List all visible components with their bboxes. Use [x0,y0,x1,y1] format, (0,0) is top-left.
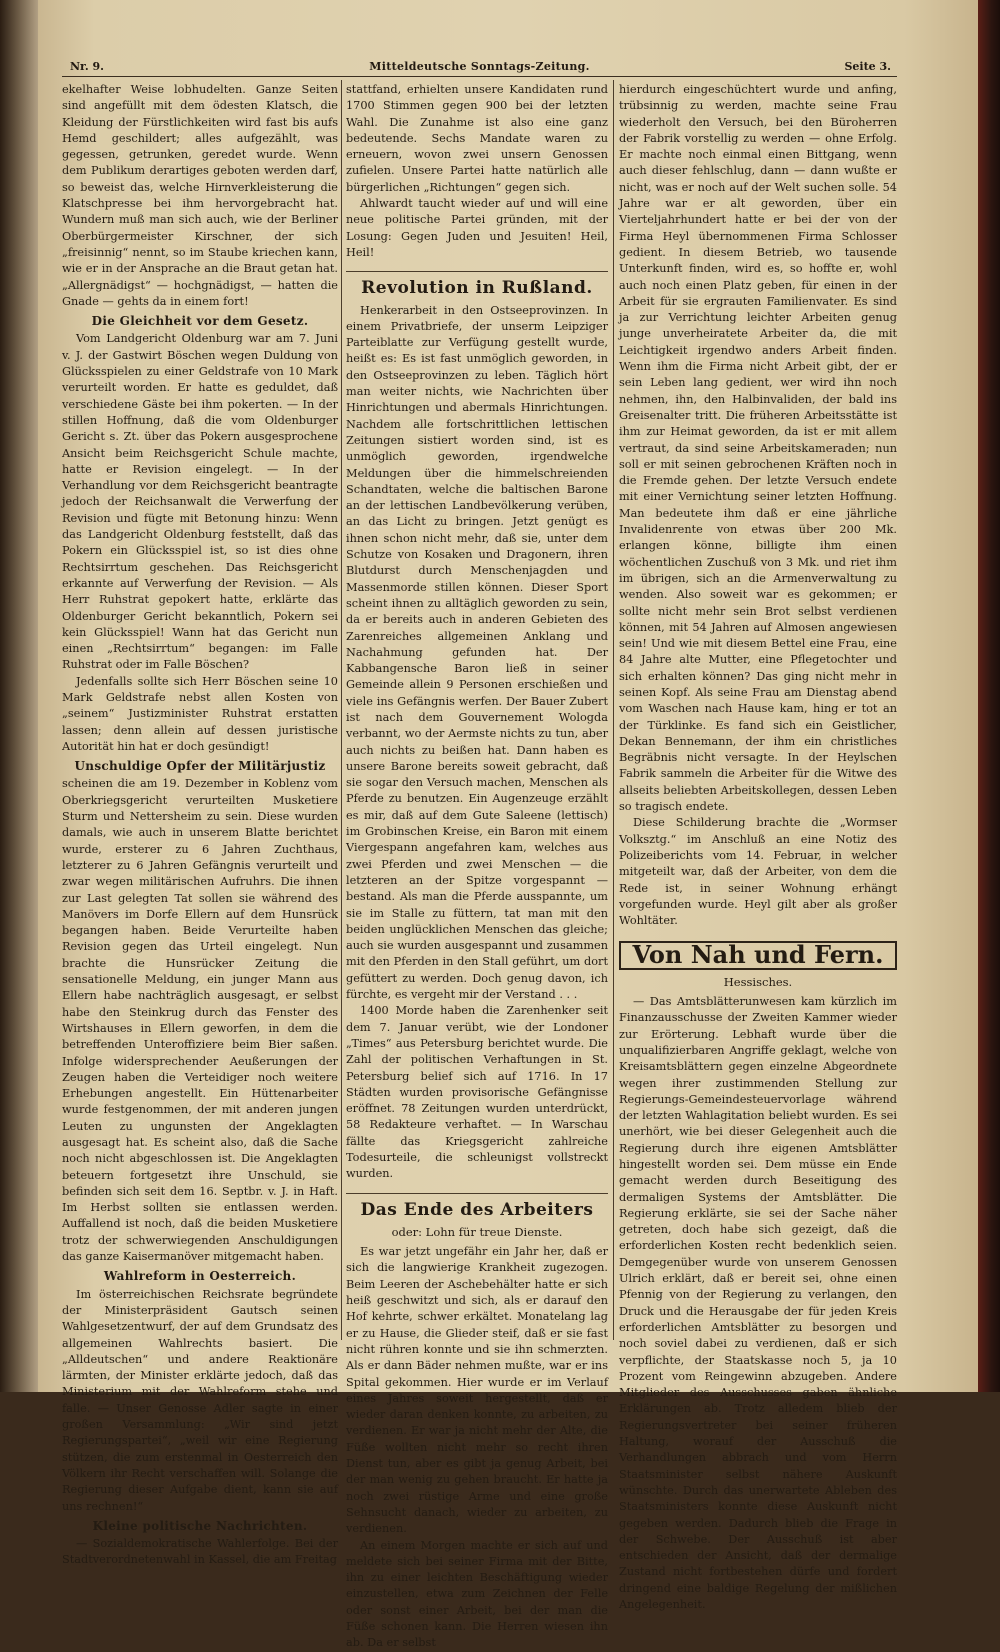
article-paragraph: ekelhafter Weise lobhudelten. Ganze Seiten sind angefüllt mit dem ödesten Klatsch, die Kleidung der Fürstlichkeiten wird fast bis aufs Hemd geschildert; alles aufgezählt, was gegessen, getrunken, geredet wurde. Wenn dem Publikum derartiges geboten werden darf, so beweist das, welche Hirnverkleisterung die Klatschpresse bei ihm hervorgebracht hat. Wundern muß man sich auch, wie der Berliner Oberbürgermeister Kirschner, der sich „freisinnig“ nennt, so im Staube kriechen kann, wie er in der Ansprache an die Braut getan hat. „Allergnädigst“ — hochgnädigst, — hatten die Gnade — gehts da in einem fort! [62,83,338,308]
book-binding [978,0,1000,1392]
column-rule [341,80,342,1340]
column-3 [619,82,897,1613]
page-header [62,58,897,77]
article-paragraph: Es war jetzt ungefähr ein Jahr her, daß er sich die langwierige Krankheit zugezogen. Beim Leeren der Aschebehälter hatte er sich heiß geschwitzt und sich, als er darauf den Hof kehrte, schwer erkältet. Monatelang lag er zu Hause, die Glieder steif, daß er sie fast nicht rühren konnte und sie ihn schmerzten. Als er dann Bäder nehmen mußte, war er ins Spital gekommen. Hier wurde er im Verlauf eines Jahres soweit hergestellt, daß er wieder daran denken konnte, zu arbeiten, zu verdienen. Er war ja nicht mehr der Alte, die Füße wollten nicht mehr so recht ihren Dienst tun, aber es gibt ja genug Arbeit, bei der man wenig zu gehen braucht. Er hatte ja noch zwei rüstige Arme und eine große Sehnsucht danach, wieder zu arbeiten, zu verdienen. [346,1245,608,1536]
issue-number: Nr. 9. [70,60,104,73]
article-paragraph: Vom Landgericht Oldenburg war am 7. Juni v. J. der Gastwirt Böschen wegen Duldung von Glücksspielen zu einer Geldstrafe von 10 Mark verurteilt worden. Er hatte es geduldet, daß verschiedene Gäste bei ihm pokerten. — In der stillen Hoffnung, daß die vom Oldenburger Gericht s. Zt. über das Pokern ausgesprochene Ansicht beim Reichsgericht Schule machte, hatte er Revision eingelegt. — In der Verhandlung vor dem Reichsgericht beantragte jedoch der Reichsanwalt die Verwerfung der Revision und fügte mit Betonung hinzu: Wenn das Landgericht Oldenburg feststellt, daß das Pokern ein Glücksspiel ist, so ist dies ohne Rechtsirrtum geschehen. Das Reichsgericht erkannte auf Verwerfung der Revision. — Als Herr Ruhstrat gepokert hatte, erklärte das Oldenburger Gericht bekanntlich, Pokern sei kein Glücksspiel! Wann hat das Gericht nun einen „Rechtsirrtum“ begangen: im Falle Ruhstrat oder im Falle Böschen? [62,332,338,672]
article-paragraph: 1400 Morde haben die Zarenhenker seit dem 7. Januar verübt, wie der Londoner „Times“ aus Petersburg berichtet wurde. Die Zahl der politischen Verhaftungen in St. Petersburg belief sich auf 1716. In 17 Städten wurden provisorische Gefängnisse eröffnet. 78 Zeitungen wurden unterdrückt, 58 Redakteure verhaftet. — In Warschau fällte das Kriegsgericht zahlreiche Todesurteile, die schleunigst vollstreckt wurden. [346,1004,608,1181]
article-heading: Die Gleichheit vor dem Gesetz. [91,314,309,329]
article-paragraph: stattfand, erhielten unsere Kandidaten rund 1700 Stimmen gegen 900 bei der letzten Wahl. Die Zunahme ist also eine ganz bedeutende. Sechs Mandate waren zu erneuern, wovon zwei unsern Genossen zufielen. Unsere Partei hatte natürlich alle bürgerlichen „Richtungen“ gegen sich. [346,83,608,194]
previous-page-edge [0,0,40,1392]
article-paragraph: Diese Schilderung brachte die „Wormser Volksztg.“ im Anschluß an eine Notiz des Polizeiberichts vom 14. Februar, in welcher mitgeteilt war, daß der Arbeiter, von dem die Rede ist, in seiner Wohnung erhängt vorgefunden wurde. Heyl gilt aber als großer Wohltäter. [619,816,897,928]
article-paragraph: Henkerarbeit in den Ostseeprovinzen. In einem Privatbriefe, der unserm Leipziger Parteiblatte zur Verfügung gestellt wurde, heißt es: Es ist fast unmöglich geworden, in den Ostseeprovinzen zu leben. Täglich hört man weiter nichts, wie Nachrichten über Hinrichtungen und abermals Hinrichtungen. Nachdem alle fortschrittlichen lettischen Zeitungen sistiert worden sind, ist es unmöglich geworden, irgendwelche Meldungen über die himmelschreienden Schandtaten, welche die baltischen Barone an der lettischen Landbevölkerung verüben, an das Licht zu bringen. Jetzt genügt es ihnen schon nicht mehr, daß sie, unter dem Schutze von Kosaken und Dragonern, ihren Blutdurst durch Menschenjagden und Massenmorde stillen können. Dieser Sport scheint ihnen zu alltäglich geworden zu sein, da er bereits auch in anderen Gebieten des Zarenreiches allgemeinen Anklang und Nachahmung gefunden hat. Der Kabbangensche Baron ließ in seiner Gemeinde allein 9 Personen erschießen und viele ins Gefängnis werfen. Der Bauer Zubert ist nach dem Gouvernement Wologda verbannt, wo der Aermste nichts zu tun, aber auch nichts zu beißen hat. Dann haben es unsere Barone bereits soweit gebracht, daß sie sogar den Versuch machen, Menschen als Pferde zu benutzen. Ein Augenzeuge erzählt es mir, daß auf dem Gute Saleene (lettisch) im Grobinschen Kreise, ein Baron mit einem Viergespann angefahren kam, welches aus zwei Pferden und zwei Menschen — die letzteren an der Spitze vorgespannt — bestand. Als man die Pferde ausspannte, um sie im Stalle zu füttern, tat man mit den beiden unglücklichen Menschen das gleiche; auch sie wurden ausgespannt und zusammen mit den Pferden in den Stall geführt, um dort gefüttert zu werden. Doch genug davon, ich fürchte, es vergeht mir der Verstand . . . [346,303,608,1002]
article-paragraph: Im österreichischen Reichsrate begründete der Ministerpräsident Gautsch seinen Wahlgesetzentwurf, der auf dem Grundsatz des allgemeinen Wahlrechts basiert. Die „Alldeutschen“ und andere Reaktionäre lärmten, der Minister erklärte jedoch, daß das Ministerium mit der Wahlreform stehe und falle. — Unser Genosse Adler sagte in einer großen Versammlung: „Wir sind jetzt Regierungspartei“, „weil wir eine Regierung stützen, die zum erstenmal in Oesterreich den Völkern ihr Recht verschaffen will. Solange die Regierung dieser Aufgabe dient, kann sie auf uns rechnen!“ [62,1287,338,1513]
article-paragraph: — Sozialdemokratische Wahlerfolge. Bei der Stadtverordnetenwahl in Kassel, die am Freitag [62,1537,338,1567]
newspaper-title: Mitteldeutsche Sonntags-Zeitung. [369,60,590,73]
column-1 [62,82,338,1569]
article-paragraph: Jedenfalls sollte sich Herr Böschen seine 10 Mark Geldstrafe nebst allen Kosten von „seinem“ Justizminister Ruhstrat erstatten lassen; denn allein auf dessen juristische Autorität hin hat er doch gesündigt! [62,674,338,753]
article-heading: Revolution in Rußland. [346,271,608,296]
article-heading: Von Nah und Fern. [619,941,897,969]
page-number: Seite 3. [844,60,891,73]
article-paragraph: hierdurch eingeschüchtert wurde und anfing, trübsinnig zu werden, machte seine Frau wiederholt den Versuch, bei den Büroherren der Fabrik vorstellig zu werden — ohne Erfolg. Er machte noch einmal einen Bittgang, wenn auch dieser fehlschlug, dann — dann wußte er nicht, was er noch auf der Welt suchen solle. 54 Jahre war er alt geworden, über ein Vierteljahrhundert hatte er bei der von der Firma Heyl übernommenen Firma Schlosser gedient. In diesem Betrieb, wo tausende Unterkunft finden, wird es, so hoffte er, wohl auch noch einen Platz geben, für einen in der Arbeit für sie ergrauten Familienvater. Es sind ja zur Verrichtung leichter Arbeiten genug junge unverheiratete Arbeiter da, die mit Leichtigkeit irgendwo anders Arbeit finden. Wenn ihm die Firma nicht Arbeit gibt, der er sein Leben lang gedient, wer wird ihn noch nehmen, ihn, den Halbinvaliden, der bald ins Greisenalter tritt. Die früheren Arbeitsstätte ist ihm zur Heimat geworden, da ist er mit allem vertraut, da sind seine Arbeitskameraden; nun soll er mit seinen gebrochenen Kräften noch in die Fremde gehen. Der letzte Versuch endete mit einer Vernichtung seiner letzten Hoffnung. Man bedeutete ihm daß er eine jährliche Invalidenrente von etwas über 200 Mk. erlangen könne, billigte ihm einen wöchentlichen Zuschuß von 3 Mk. und riet ihm im übrigen, sich an die Armenverwaltung zu wenden. Also soweit war es gekommen; er sollte nicht mehr sein Brot selbst verdienen können, mit 54 Jahren auf Almosen angewiesen sein! Und wie mit diesem Bettel eine Frau, eine 84 Jahre alte Mutter, eine Pflegetochter und sich erhalten können? Das ging nicht mehr in seinen Kopf. Als seine Frau am Dienstag abend vom Waschen nach Hause kam, hing er tot an der Türklinke. Es fand sich ein Geistlicher, Dekan Bennemann, der ihm ein christliches Begräbnis nicht versagte. In der Heylschen Fabrik sammeln die Arbeiter für die Witwe des allseits beliebten Arbeitskollegen, dessen Leben so tragisch endete. [619,83,897,814]
article-heading: Unschuldige Opfer der Militärjustiz [74,759,326,774]
article-subtitle: Hessisches. [723,974,793,989]
article-paragraph: Ahlwardt taucht wieder auf und will eine neue politische Partei gründen, mit der Losung: Gegen Juden und Jesuiten! Heil, Heil! [346,197,608,259]
article-heading: Kleine politische Nachrichten. [92,1518,308,1533]
column-rule [613,80,614,1340]
article-heading: Wahlreform in Oesterreich. [103,1269,297,1284]
article-heading: Das Ende des Arbeiters [346,1193,608,1218]
article-paragraph: An einem Morgen machte er sich auf und meldete sich bei seiner Firma mit der Bitte, ihn zu einer leichten Beschäftigung wieder einzustellen, etwa zum Zeichnen der Felle oder sonst einer Arbeit, bei der man die Füße schonen kann. Die Herren wiesen ihn ab. Da er selbst [346,1538,608,1650]
article-paragraph: — Das Amtsblätterunwesen kam kürzlich im Finanzausschusse der Zweiten Kammer wieder zur Erörterung. Lebhaft wurde über die unqualifizierbaren Angriffe geklagt, welche von Kreisamtsblättern gegen einzelne Abgeordnete wegen ihrer zustimmenden Stellung zur Regierungs-Gemeindesteuervorlage während der letzten Wahlagitation beliebt wurden. Es sei unerhört, wie bei dieser Gelegenheit auch die Regierung durch ihre eigenen Amtsblätter hingestellt worden sei. Dem müsse ein Ende gemacht werden durch Beseitigung des dermaligen Systems der Amtsblätter. Die Regierung erklärte, sie sei der Sache näher getreten, doch habe sich gezeigt, daß die erforderlichen Kosten recht bedenklich seien. Demgegenüber wurde von unserem Genossen Ulrich erklärt, daß er bereit sei, ohne einen Pfennig von der Regierung zu verlangen, den Druck und die Herausgabe der für jeden Kreis erforderlichen Amtsblätter zu besorgen und noch soviel dabei zu verdienen, daß er sich verpflichte, der Staatskasse noch 5, ja 10 Prozent vom Reingewinn abzugeben. Andere Mitglieder des Ausschusses gaben ähnliche Erklärungen ab. Trotz alledem blieb der Regierungsvertreter bei seiner früheren Haltung, worauf der Ausschuß die Verhandlungen abbrach und vom Herrn Staatsminister selbst nähere Auskunft wünschte. Durch das unerwartete Ableben des Staatsministers konnte diese Auskunft nicht gegeben werden. Dadurch blieb die Frage in der Schwebe. Der Ausschuß ist aber entschieden der Ansicht, daß der dermalige Zustand nicht fortbestehen dürfe und fordert dringend eine baldige Regelung der mißlichen Angelegenheit. [619,995,897,1612]
article-paragraph: scheinen die am 19. Dezember in Koblenz vom Oberkriegsgericht verurteilten Musketiere Sturm und Nettersheim zu sein. Diese wurden damals, wie auch in unserem Blatte berichtet wurde, ersterer zu 6 Jahren Zuchthaus, letzterer zu 6 Jahren Gefängnis verurteilt und zwar wegen militärischen Aufruhrs. Die ihnen zur Last gelegten Tat sollen sie während des Manövers im Dorfe Ellern auf dem Hunsrück begangen haben. Beide Verurteilte haben Revision gegen das Urteil eingelegt. Nun brachte die Hunsrücker Zeitung die sensationelle Meldung, ein junger Mann aus Ellern habe nachträglich ausgesagt, er selbst habe den Steinkrug durch das Fenster des Wirtshauses in Ellern geworfen, in dem die betreffenden Unteroffiziere beim Bier saßen. Infolge widersprechender Aeußerungen der Zeugen haben die Verteidiger noch weitere Erhebungen angestellt. Ein Hüttenarbeiter wurde festgenommen, der mit anderen jungen Leuten zu ungunsten der Angeklagten ausgesagt hat. Es scheint also, daß die Sache noch nicht abgeschlossen ist. Die Angeklagten beteuern fortgesetzt ihre Unschuld, sie befinden sich seit dem 16. Septbr. v. J. in Haft. Im Herbst sollten sie entlassen werden. Auffallend ist noch, daß die beiden Musketiere trotz der schwerwiegenden Anschuldigungen das ganze Kaisermanöver mitgemacht haben. [62,777,338,1264]
article-subtitle: oder: Lohn für treue Dienste. [391,1224,563,1239]
column-2 [346,82,608,1652]
